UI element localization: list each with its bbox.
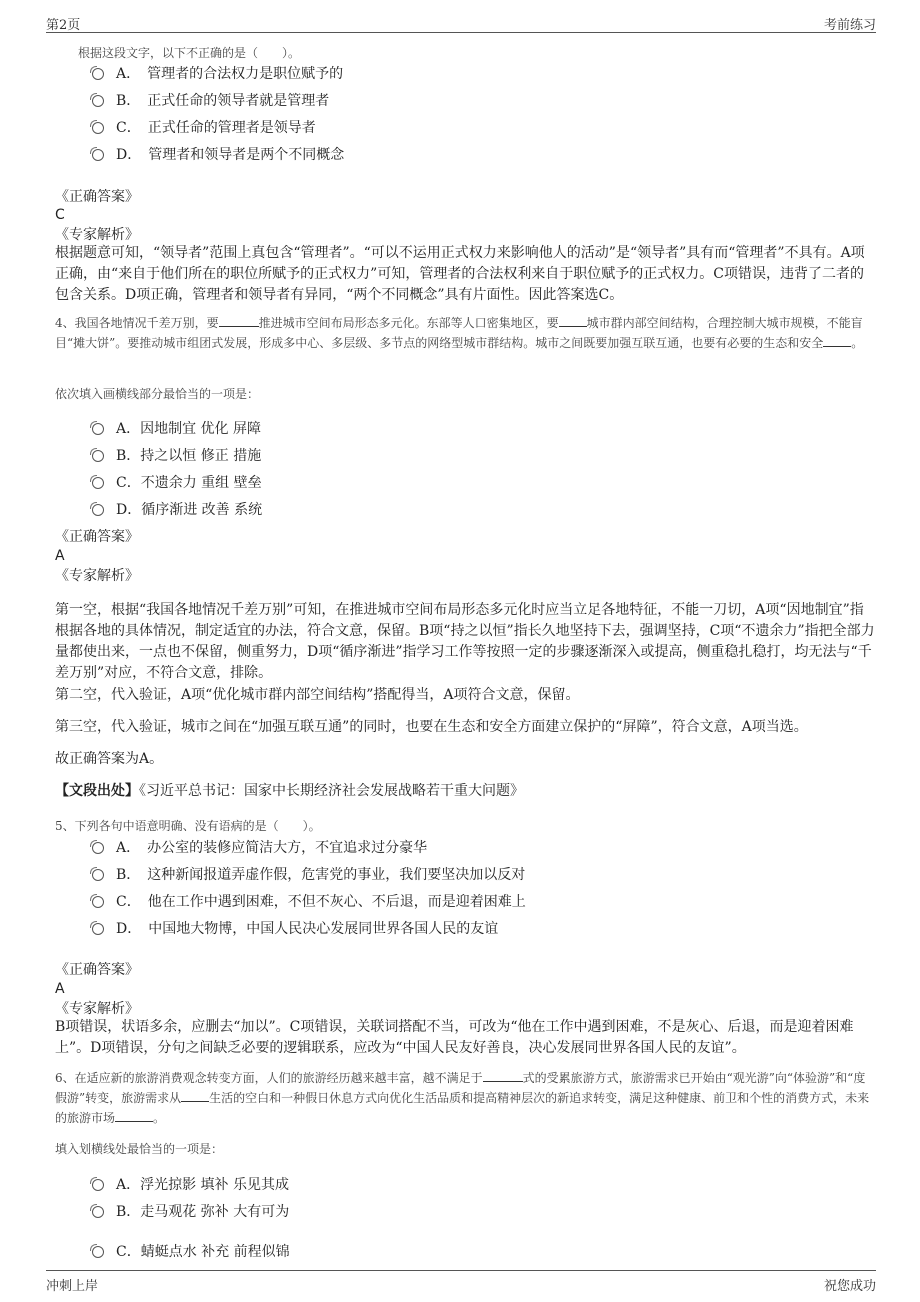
footer-right: 祝您成功 — [823, 1279, 876, 1294]
q5-answer-label: 《正确答案》 — [55, 962, 139, 978]
page-number: 第2页 — [46, 18, 81, 33]
q5-analysis-label: 《专家解析》 — [55, 1001, 139, 1017]
radio-icon[interactable] — [92, 1206, 104, 1218]
q4-source: 【文段出处】《习近平总书记：国家中长期经济社会发展战略若干重大问题》 — [55, 783, 524, 799]
blank — [559, 314, 587, 327]
q3-answer: C — [55, 207, 65, 223]
radio-icon[interactable] — [92, 68, 104, 80]
radio-icon[interactable] — [92, 923, 104, 935]
q5-analysis: B项错误，状语多余，应删去“加以”。C项错误，关联词搭配不当，可改为“他在工作中遇到困难，不是灰心、后退，而是迎着困难上”。D项错误，分句之间缺乏必要的逻辑联系，应改为“中国人民友好善良，决心发展同世界各国人民的友谊”。 — [55, 1019, 854, 1056]
q4-option-c[interactable]: C．不遗余力 重组 壁垒 — [92, 474, 262, 492]
q4-option-d[interactable]: D．循序渐进 改善 系统 — [92, 501, 262, 519]
header-title: 考前练习 — [823, 18, 876, 33]
blank — [181, 1089, 209, 1102]
q5-stem: 5、下列各句中语意明确、没有语病的是（ ）。 — [55, 819, 321, 833]
radio-icon[interactable] — [92, 122, 104, 134]
radio-icon[interactable] — [92, 477, 104, 489]
radio-icon[interactable] — [92, 450, 104, 462]
radio-icon[interactable] — [92, 842, 104, 854]
q3-analysis: 根据题意可知，“领导者”范围上真包含“管理者”。“可以不运用正式权力来影响他人的活动”是“领导者”具有而“管理者”不具有。A项正确，由“来自于他们所在的职位所赋予的正式权力”可知，管理者的合法权利来自于职位赋予的正式权力。C项错误，违背了二者的包含关系。D项正确，管理者和领导者有异同，“两个不同概念”具有片面性。因此答案选C。 — [55, 245, 865, 303]
q6-stem: 6、在适应新的旅游消费观念转变方面，人们的旅游经历越来越丰富，越不满足于 式的受累旅游方式，旅游需求已开始由“观光游”向“体验游”和“度假游”转变，旅游需求从 生活的空白和一种假日休息方式向优化生活品质和提高精神层次的新追求转变，满足这种健康、前卫和个性的消费方式，未来的旅游市场 。 — [55, 1071, 870, 1125]
q4-analysis-p1: 第一空，根据“我国各地情况千差万别”可知，在推进城市空间布局形态多元化时应当立足各地特征，不能一刀切，A项“因地制宜”指根据各地的具体情况，制定适宜的办法，符合文意，保留。B项“持之以恒”指长久地坚持下去，强调坚持，C项“不遗余力”指把全部力量都使出来，一点也不保留，侧重努力，D项“循序渐进”指学习工作等按照一定的步骤逐渐深入或提高，侧重稳扎稳打，均无法与“千差万别”对应，不符合文意，排除。 — [55, 602, 875, 681]
blank — [483, 1069, 523, 1082]
q4-answer: A — [55, 548, 65, 564]
q3-option-b[interactable]: B． 正式任命的领导者就是管理者 — [92, 92, 329, 110]
q3-option-a[interactable]: A． 管理者的合法权力是职位赋予的 — [92, 65, 343, 83]
q4-answer-label: 《正确答案》 — [55, 529, 139, 545]
q4-analysis-p3: 第三空，代入验证，城市之间在“加强互联互通”的同时，也要在生态和安全方面建立保护的“屏障”，符合文意，A项当选。 — [55, 719, 808, 735]
q3-answer-label: 《正确答案》 — [55, 189, 139, 205]
blank — [823, 334, 851, 347]
q6-option-b[interactable]: B．走马观花 弥补 大有可为 — [92, 1203, 289, 1221]
page-footer — [46, 1270, 876, 1295]
q6-option-a[interactable]: A．浮光掠影 填补 乐见其成 — [92, 1176, 289, 1194]
q5-option-d[interactable]: D． 中国地大物博，中国人民决心发展同世界各国人民的友谊 — [92, 920, 498, 938]
footer-left: 冲刺上岸 — [46, 1279, 99, 1294]
q6-option-c[interactable]: C．蜻蜓点水 补充 前程似锦 — [92, 1243, 290, 1261]
q5-option-b[interactable]: B． 这种新闻报道弄虚作假，危害党的事业，我们要坚决加以反对 — [92, 866, 525, 884]
q5-answer: A — [55, 981, 65, 997]
q3-stem: 根据这段文字，以下不正确的是（ ）。 — [78, 46, 301, 60]
q4-analysis-p4: 故正确答案为A。 — [55, 751, 164, 767]
radio-icon[interactable] — [92, 504, 104, 516]
q6-instruction: 填入划横线处最恰当的一项是： — [55, 1142, 224, 1156]
q5-option-c[interactable]: C． 他在工作中遇到困难，不但不灰心、不后退，而是迎着困难上 — [92, 893, 526, 911]
radio-icon[interactable] — [92, 423, 104, 435]
page-header — [46, 10, 876, 33]
q4-option-b[interactable]: B．持之以恒 修正 措施 — [92, 447, 261, 465]
q4-stem: 4、我国各地情况千差万别，要 推进城市空间布局形态多元化。东部等人口密集地区，要 城市群内部空间结构，合理控制大城市规模，不能盲目“摊大饼”。要推动城市组团式发展，形成多中心、多层级、多节点的网络型城市群结构。城市之间既要加强互联互通，也要有必要的生态和安全 。 — [55, 316, 864, 350]
blank — [115, 1109, 153, 1122]
q3-analysis-label: 《专家解析》 — [55, 227, 139, 243]
q3-option-d[interactable]: D． 管理者和领导者是两个不同概念 — [92, 146, 344, 164]
blank — [219, 314, 259, 327]
q4-instruction: 依次填入画横线部分最恰当的一项是： — [55, 387, 260, 401]
q5-option-a[interactable]: A． 办公室的装修应简洁大方，不宜追求过分豪华 — [92, 839, 427, 857]
q3-option-c[interactable]: C． 正式任命的管理者是领导者 — [92, 119, 316, 137]
radio-icon[interactable] — [92, 1179, 104, 1191]
q4-analysis-label: 《专家解析》 — [55, 568, 139, 584]
radio-icon[interactable] — [92, 869, 104, 881]
radio-icon[interactable] — [92, 149, 104, 161]
radio-icon[interactable] — [92, 896, 104, 908]
radio-icon[interactable] — [92, 1246, 104, 1258]
q4-analysis-p2: 第二空，代入验证，A项“优化城市群内部空间结构”搭配得当，A项符合文意，保留。 — [55, 687, 580, 703]
q4-option-a[interactable]: A．因地制宜 优化 屏障 — [92, 420, 261, 438]
radio-icon[interactable] — [92, 95, 104, 107]
